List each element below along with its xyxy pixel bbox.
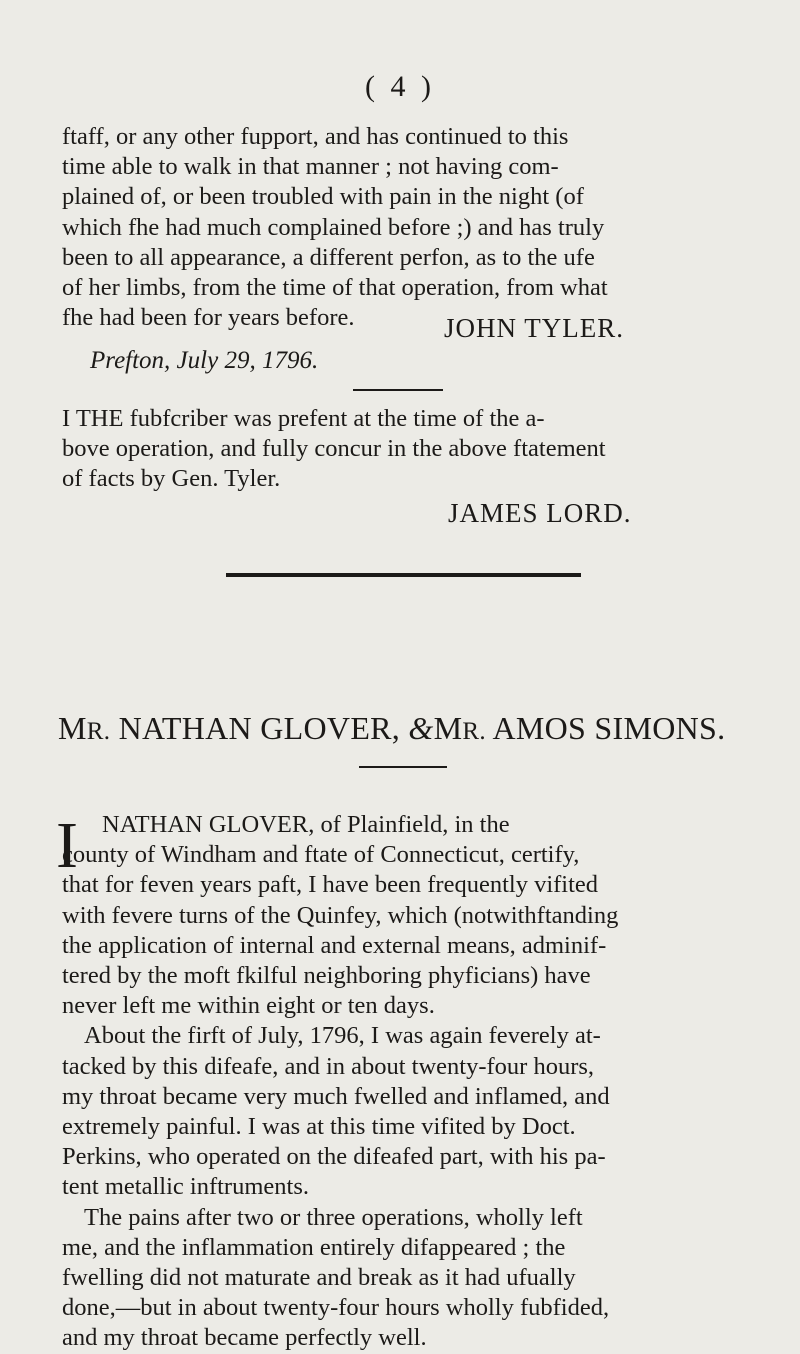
text-line: been to all appearance, a different perfon, as to the ufe bbox=[62, 243, 595, 271]
dateline: Prefton, July 29, 1796. bbox=[90, 347, 319, 374]
heading-mr2: M bbox=[433, 710, 463, 746]
heading-mr1: M bbox=[58, 710, 87, 746]
text-line: About the firft of July, 1796, I was again feverely at- bbox=[84, 1022, 601, 1050]
text-line: fhe had been for years before. bbox=[62, 304, 355, 332]
drop-cap: I bbox=[56, 809, 78, 882]
text-line: bove operation, and fully concur in the above ftatement bbox=[62, 435, 606, 463]
heading-ampersand: & bbox=[408, 710, 434, 746]
text-line: ftaff, or any other fupport, and has continued to this bbox=[62, 123, 569, 150]
text-line: tered by the moft fkilful neighboring phyficians) have bbox=[62, 962, 591, 990]
text-line: done,—but in about twenty-four hours wholly fubfided, bbox=[62, 1294, 610, 1322]
text-line: plained of, or been troubled with pain in the night (of bbox=[62, 183, 584, 211]
text-line: NATHAN GLOVER, of Plainfield, in the bbox=[102, 811, 510, 838]
text-line: time able to walk in that manner ; not having com- bbox=[62, 153, 559, 181]
paragraph-tyler-statement bbox=[62, 122, 762, 333]
heading-name2: AMOS SIMONS. bbox=[485, 710, 726, 746]
heading-name1: NATHAN GLOVER, bbox=[110, 710, 409, 746]
opening-words: I THE bbox=[62, 405, 124, 432]
text-line: tent metallic inftruments. bbox=[62, 1173, 309, 1201]
text-line: extremely painful. I was at this time vifited by Doct. bbox=[62, 1113, 576, 1141]
text-line: and my throat became perfectly well. bbox=[62, 1324, 427, 1352]
heading-mr1-small: R. bbox=[86, 718, 111, 745]
signature-james-lord: JAMES LORD. bbox=[448, 498, 632, 528]
text-line: with fevere turns of the Quinfey, which (notwithftanding bbox=[62, 901, 619, 929]
short-divider bbox=[353, 389, 443, 391]
paragraph-lord-statement bbox=[62, 404, 762, 495]
text-line: my throat became very much fwelled and inflamed, and bbox=[62, 1082, 610, 1110]
text-line: that for feven years paft, I have been frequently vifited bbox=[62, 871, 599, 899]
text-line-rest: fubfcriber was prefent at the time of the a- bbox=[129, 405, 545, 432]
page-number: ( 4 ) bbox=[365, 70, 435, 103]
text-line bbox=[62, 404, 762, 434]
text-line: county of Windham and ftate of Connecticut, certify, bbox=[62, 841, 580, 869]
text-line: of facts by Gen. Tyler. bbox=[62, 465, 281, 493]
text-line: of her limbs, from the time of that operation, from what bbox=[62, 274, 608, 302]
text-line: never left me within eight or ten days. bbox=[62, 992, 435, 1020]
text-line: me, and the inflammation entirely difappeared ; the bbox=[62, 1233, 566, 1261]
text-line: Perkins, who operated on the difeafed part, with his pa- bbox=[62, 1143, 606, 1171]
text-line: fwelling did not maturate and break as it had ufually bbox=[62, 1264, 576, 1292]
short-divider bbox=[359, 766, 447, 768]
section-heading bbox=[58, 710, 768, 747]
text-line: which fhe had much complained before ;) and has truly bbox=[62, 213, 605, 241]
text-line: The pains after two or three operations, wholly left bbox=[84, 1203, 583, 1231]
heading-mr2-small: R. bbox=[462, 718, 486, 745]
section-divider bbox=[226, 573, 581, 577]
paragraph-glover-statement bbox=[62, 810, 762, 1354]
text-line: tacked by this difeafe, and in about twenty-four hours, bbox=[62, 1052, 595, 1080]
text-line: the application of internal and external means, adminif- bbox=[62, 931, 607, 959]
signature-john-tyler: JOHN TYLER. bbox=[444, 313, 625, 343]
